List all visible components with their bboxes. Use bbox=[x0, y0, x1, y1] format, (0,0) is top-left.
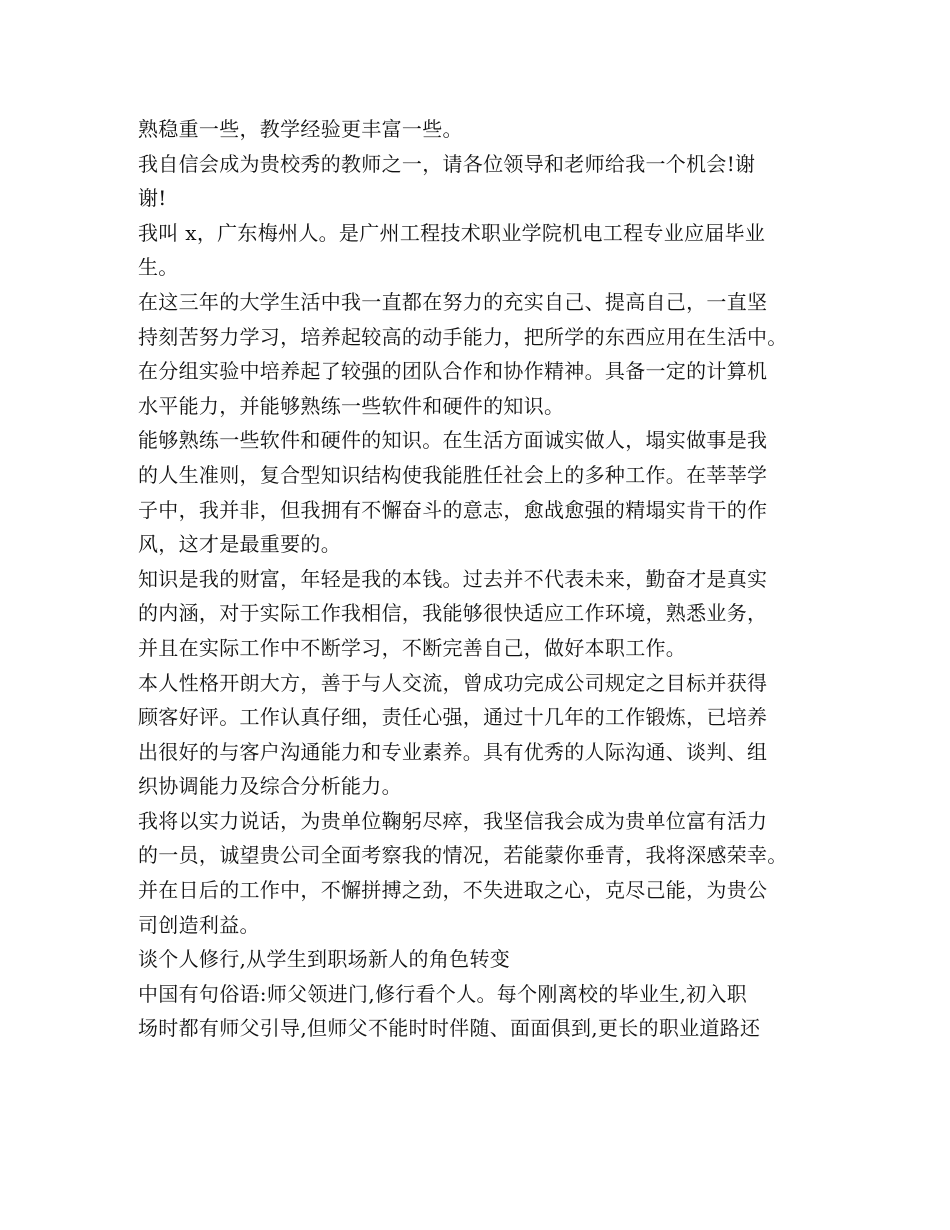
text-line: 并且在实际工作中不断学习，不断完善自己，做好本职工作。 bbox=[138, 635, 687, 660]
text-line: 的人生准则，复合型知识结构使我能胜任社会上的多种工作。在莘莘学 bbox=[138, 462, 768, 487]
text-line: 并在日后的工作中，不懈拼搏之劲，不失进取之心，克尽己能，为贵公 bbox=[138, 878, 768, 903]
text-line: 中国有句俗语:师父领进门,修行看个人。每个刚离校的毕业生,初入职 bbox=[138, 981, 748, 1006]
section-heading: 谈个人修行,从学生到职场新人的角色转变 bbox=[138, 947, 511, 972]
text-line: 织协调能力及综合分析能力。 bbox=[138, 774, 402, 799]
text-line: 司创造利益。 bbox=[138, 912, 260, 937]
text-line: 水平能力，并能够熟练一些软件和硬件的知识。 bbox=[138, 393, 565, 418]
text-line: 风，这才是最重要的。 bbox=[138, 532, 341, 557]
text-line: 在这三年的大学生活中我一直都在努力的充实自己、提高自己，一直坚 bbox=[138, 289, 768, 314]
text-line: 在分组实验中培养起了较强的团队合作和协作精神。具备一定的计算机 bbox=[138, 359, 768, 384]
text-line: 我自信会成为贵校秀的教师之一，请各位领导和老师给我一个机会!谢 bbox=[138, 151, 756, 176]
text-line: 的内涵，对于实际工作我相信，我能够很快适应工作环境，熟悉业务， bbox=[138, 601, 768, 626]
text-line: 出很好的与客户沟通能力和专业素养。具有优秀的人际沟通、谈判、组 bbox=[138, 739, 768, 764]
document-body bbox=[138, 112, 818, 1046]
text-line: 持刻苦努力学习，培养起较高的动手能力，把所学的东西应用在生活中。 bbox=[138, 324, 788, 349]
text-line: 知识是我的财富，年轻是我的本钱。过去并不代表未来，勤奋才是真实 bbox=[138, 566, 768, 591]
text-line: 谢! bbox=[138, 186, 167, 211]
text-line: 本人性格开朗大方，善于与人交流，曾成功完成公司规定之目标并获得 bbox=[138, 670, 768, 695]
text-line: 顾客好评。工作认真仔细，责任心强，通过十几年的工作锻炼，已培养 bbox=[138, 705, 768, 730]
text-line: 能够熟练一些软件和硬件的知识。在生活方面诚实做人，塌实做事是我 bbox=[138, 428, 768, 453]
text-line: 我叫 x，广东梅州人。是广州工程技术职业学院机电工程专业应届毕业 bbox=[138, 220, 766, 245]
text-line: 子中，我并非，但我拥有不懈奋斗的意志，愈战愈强的精塌实肯干的作 bbox=[138, 497, 768, 522]
text-line: 的一员，诚望贵公司全面考察我的情况，若能蒙你垂青，我将深感荣幸。 bbox=[138, 843, 788, 868]
text-line: 场时都有师父引导,但师父不能时时伴随、面面俱到,更长的职业道路还 bbox=[138, 1016, 761, 1041]
text-line: 生。 bbox=[138, 255, 179, 280]
text-line: 我将以实力说话，为贵单位鞠躬尽瘁，我坚信我会成为贵单位富有活力 bbox=[138, 808, 768, 833]
text-line: 熟稳重一些，教学经验更丰富一些。 bbox=[138, 117, 463, 141]
